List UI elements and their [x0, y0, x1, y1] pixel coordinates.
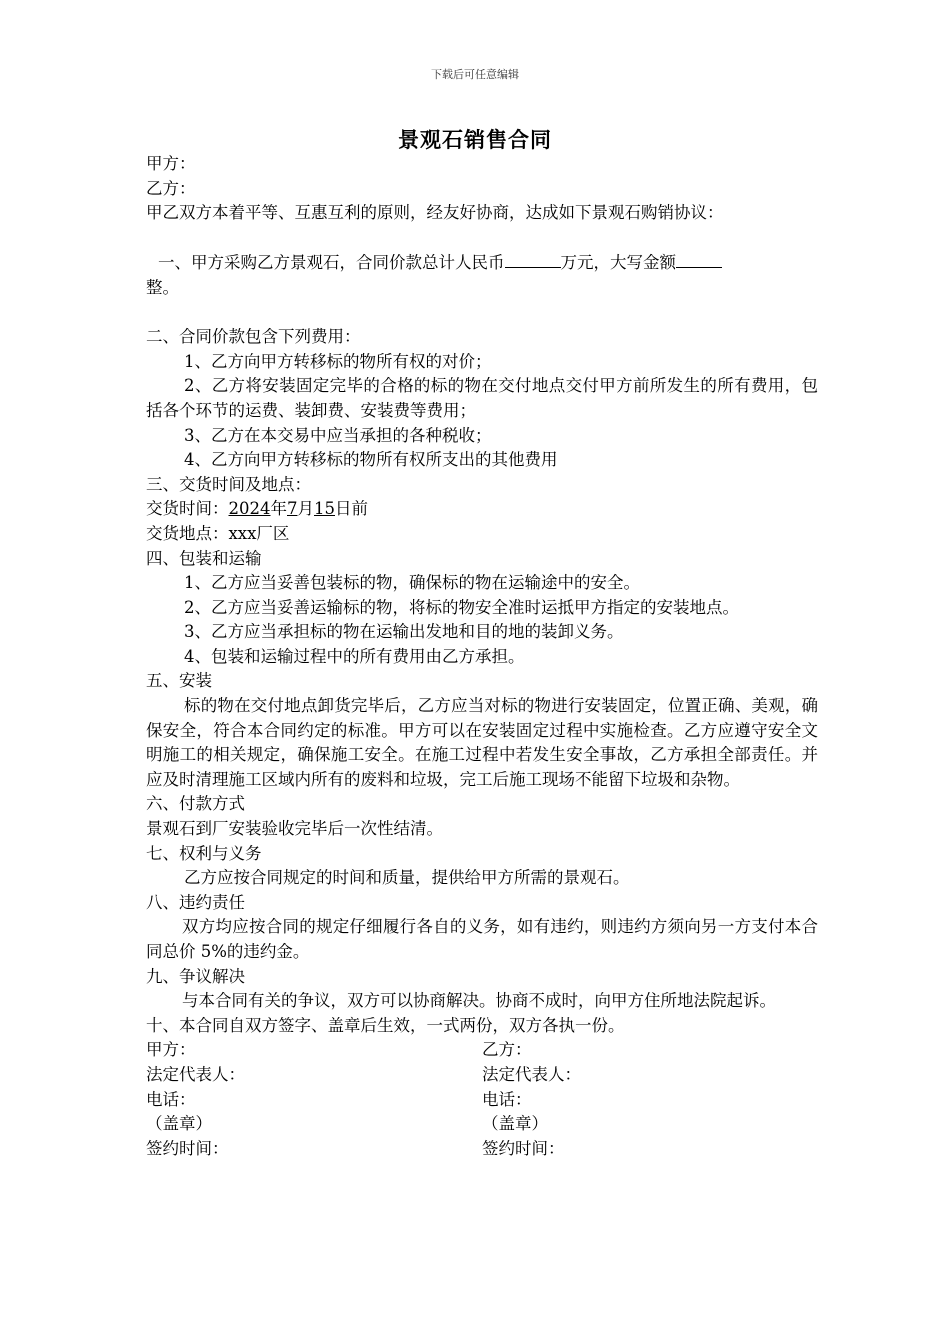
price-blank[interactable] — [505, 250, 561, 268]
sig-a-party: 甲方： — [146, 1040, 196, 1060]
section-7-body: 乙方应按合同规定的时间和质量，提供给甲方所需的景观石。 — [184, 868, 630, 888]
sig-a-representative: 法定代表人： — [146, 1064, 245, 1084]
section-9-heading: 九、争议解决 — [146, 966, 245, 986]
spacer — [146, 301, 818, 326]
sig-b-phone: 电话： — [482, 1089, 532, 1109]
sig-b-seal: （盖章） — [482, 1114, 548, 1134]
section-4-item-2: 2、乙方应当妥善运输标的物，将标的物安全准时运抵甲方指定的安装地点。 — [184, 597, 739, 617]
section-6-heading: 六、付款方式 — [146, 794, 245, 814]
delivery-year: 2024 — [228, 499, 271, 519]
section-7-heading: 七、权利与义务 — [146, 843, 262, 863]
section-4-item-4: 4、包装和运输过程中的所有费用由乙方承担。 — [184, 646, 525, 666]
party-b-signature — [482, 1038, 818, 1161]
intro-paragraph: 甲乙双方本着平等、互惠互利的原则，经友好协商，达成如下景观石购销协议： — [146, 203, 724, 223]
delivery-day: 15 — [314, 499, 335, 519]
delivery-month: 7 — [287, 499, 298, 519]
section-6-body: 景观石到厂安装验收完毕后一次性结清。 — [146, 819, 443, 839]
party-a-line: 甲方： — [146, 154, 196, 173]
amount-words-blank[interactable] — [676, 250, 722, 268]
section-8-heading: 八、违约责任 — [146, 892, 245, 912]
party-b-line: 乙方： — [146, 178, 196, 198]
sig-a-date: 签约时间： — [146, 1138, 229, 1158]
section-4-item-1: 1、乙方应当妥善包装标的物，确保标的物在运输途中的安全。 — [184, 573, 640, 593]
section-5-heading: 五、安装 — [146, 671, 212, 691]
sig-b-date: 签约时间： — [482, 1138, 565, 1158]
sig-b-party: 乙方： — [482, 1040, 532, 1060]
year-unit: 年 — [270, 499, 287, 519]
section-2-item-1: 1、乙方向甲方转移标的物所有权的对价； — [184, 351, 492, 371]
section-9-body: 与本合同有关的争议，双方可以协商解决。协商不成时，向甲方住所地法院起诉。 — [182, 991, 776, 1011]
contract-body — [146, 152, 818, 1161]
section-4-item-3: 3、乙方应当承担标的物在运输出发地和目的地的装卸义务。 — [184, 622, 624, 642]
section-2-item-3: 3、乙方在本交易中应当承担的各种税收； — [184, 425, 492, 445]
delivery-time-line — [146, 497, 818, 522]
section-2-item-2: 2、乙方将安装固定完毕的合格的标的物在交付地点交付甲方前所发生的所有费用，包括各个环节的运费、装卸费、安装费等费用； — [146, 376, 818, 420]
clause-1-text-b: 万元，大写金额 — [560, 253, 676, 273]
month-unit: 月 — [297, 499, 314, 519]
section-2-item-4: 4、乙方向甲方转移标的物所有权所支出的其他费用 — [184, 450, 558, 470]
section-8-body: 双方均应按合同的规定仔细履行各自的义务，如有违约，则违约方须向另一方支付本合同总价 5%的违约金。 — [146, 917, 818, 961]
party-a-signature — [146, 1038, 482, 1161]
section-5-body: 标的物在交付地点卸货完毕后，乙方应当对标的物进行安装固定，位置正确、美观，确保安全，符合本合同约定的标准。甲方可以在安装固定过程中实施检查。乙方应遵守安全文明施工的相关规定，确保施工安全。在施工过程中若发生安全事故，乙方承担全部责任。并应及时清理施工区域内所有的废料和垃圾，完工后施工现场不能留下垃圾和杂物。 — [146, 696, 818, 789]
section-2-heading: 二、合同价款包含下列费用： — [146, 327, 361, 347]
sig-a-seal: （盖章） — [146, 1114, 212, 1134]
clause-1-end: 整。 — [146, 277, 179, 297]
sig-a-phone: 电话： — [146, 1089, 196, 1109]
day-unit: 日前 — [335, 499, 368, 519]
signature-block — [146, 1038, 818, 1161]
delivery-place-line: 交货地点：xxx厂区 — [146, 523, 290, 543]
delivery-time-label: 交货时间： — [146, 499, 229, 519]
header-note: 下载后可任意编辑 — [431, 68, 519, 81]
clause-1 — [146, 250, 818, 276]
sig-b-representative: 法定代表人： — [482, 1064, 581, 1084]
section-4-heading: 四、包装和运输 — [146, 548, 262, 568]
clause-1-text-a: 一、甲方采购乙方景观石，合同价款总计人民币 — [158, 253, 505, 273]
section-10: 十、本合同自双方签字、盖章后生效，一式两份，双方各执一份。 — [146, 1015, 625, 1035]
section-3-heading: 三、交货时间及地点： — [146, 474, 311, 494]
spacer — [146, 226, 818, 251]
contract-title: 景观石销售合同 — [398, 127, 552, 152]
